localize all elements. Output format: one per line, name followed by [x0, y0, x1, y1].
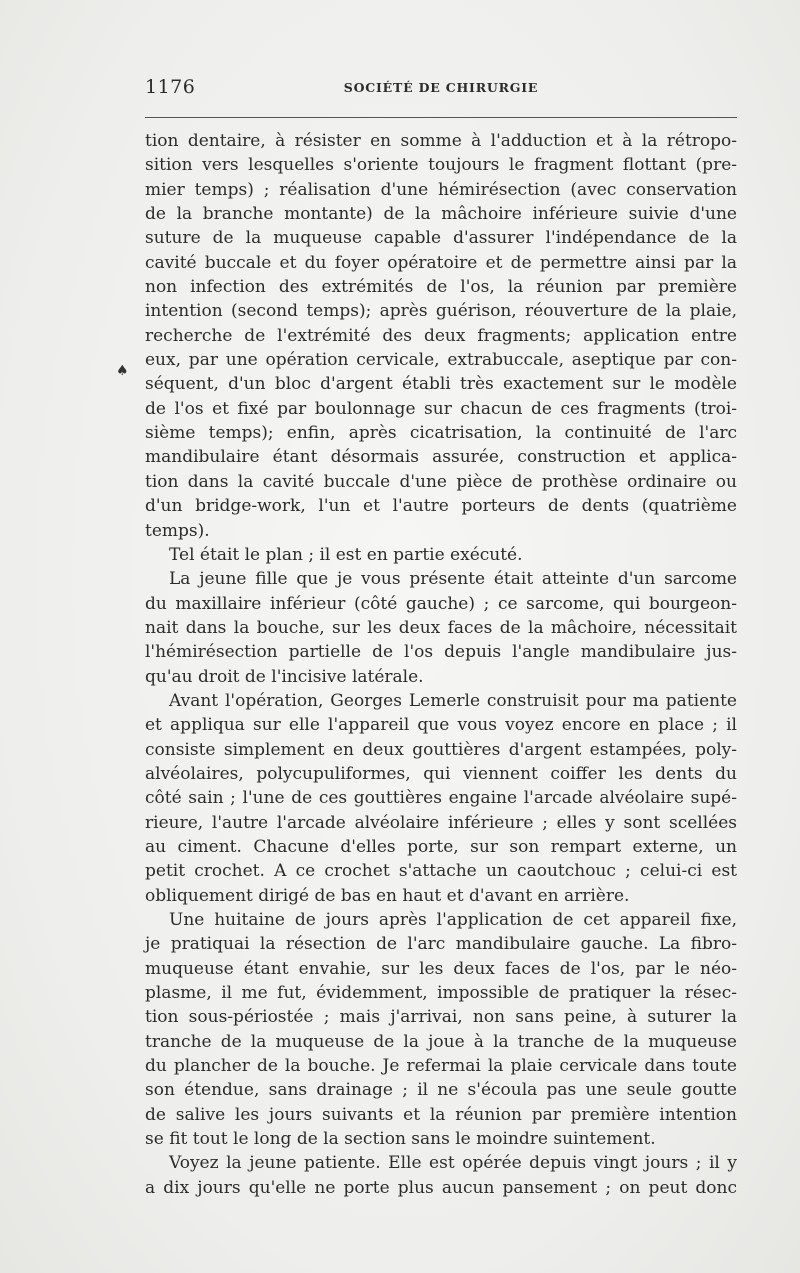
- text-line: qu'au droit de l'incisive latérale.: [145, 666, 424, 687]
- text-line: et appliqua sur elle l'appareil que vous voyez encore en place ; il: [145, 715, 737, 736]
- text-line: cavité buccale et du foyer opératoire et de permettre ainsi par la: [145, 252, 737, 273]
- header-rule: [145, 117, 737, 118]
- text-line: recherche de l'extrémité des deux fragments; application entre: [145, 325, 737, 346]
- text-line: de la branche montante) de la mâchoire inférieure suivie d'une: [145, 204, 737, 225]
- paragraph-start: Voyez la jeune patiente. Elle est opérée depuis vingt jours ; il y: [169, 1153, 737, 1174]
- text-line: tion sous-périostée ; mais j'arrivai, non sans peine, à suturer la: [145, 1007, 737, 1028]
- text-line: tranche de la muqueuse de la joue à la tranche de la muqueuse: [145, 1031, 737, 1052]
- text-line: sition vers lesquelles s'oriente toujours le fragment flottant (pre-: [145, 155, 737, 176]
- paragraph-start: La jeune fille que je vous présente était atteinte d'un sarcome: [169, 569, 737, 590]
- text-line: intention (second temps); après guérison, réouverture de la plaie,: [145, 301, 737, 322]
- text-line: son étendue, sans drainage ; il ne s'écoula pas une seule goutte: [145, 1080, 737, 1101]
- text-line: plasme, il me fut, évidemment, impossible de pratiquer la résec-: [145, 983, 737, 1004]
- text-line: se fit tout le long de la section sans le moindre suintement.: [145, 1129, 656, 1150]
- text-line: alvéolaires, polycupuliformes, qui viennent coiffer les dents du: [145, 763, 737, 784]
- text-line: suture de la muqueuse capable d'assurer l'indépendance de la: [145, 228, 737, 249]
- text-line: obliquement dirigé de bas en haut et d'avant en arrière.: [145, 885, 630, 906]
- text-line: consiste simplement en deux gouttières d'argent estampées, poly-: [145, 739, 737, 760]
- text-line: a dix jours qu'elle ne porte plus aucun pansement ; on peut donc: [145, 1177, 737, 1198]
- text-line: d'un bridge-work, l'un et l'autre porteurs de dents (quatrième: [145, 496, 737, 517]
- text-line: tion dentaire, à résister en somme à l'adduction et à la rétropo-: [145, 131, 737, 151]
- text-line: au ciment. Chacune d'elles porte, sur son rempart externe, un: [145, 836, 737, 857]
- text-line: du plancher de la bouche. Je refermai la plaie cervicale dans toute: [145, 1056, 737, 1077]
- paragraph-start: Avant l'opération, Georges Lemerle construisit pour ma patiente: [169, 690, 737, 711]
- text-line: mandibulaire étant désormais assurée, construction et applica-: [145, 447, 737, 468]
- paragraph-start: Tel était le plan ; il est en partie exécuté.: [169, 544, 523, 565]
- page-number: 1176: [145, 76, 196, 98]
- text-line: rieure, l'autre l'arcade alvéolaire inférieure ; elles y sont scellées: [145, 812, 737, 833]
- running-head: SOCIÉTÉ DE CHIRURGIE: [343, 80, 539, 95]
- text-line: nait dans la bouche, sur les deux faces de la mâchoire, nécessitait: [145, 617, 737, 638]
- text-line: côté sain ; l'une de ces gouttières engaine l'arcade alvéolaire supé-: [145, 788, 737, 809]
- margin-mark: ♠: [116, 363, 129, 379]
- text-line: petit crochet. A ce crochet s'attache un caoutchouc ; celui-ci est: [145, 861, 737, 882]
- text-line: l'hémirésection partielle de l'os depuis l'angle mandibulaire jus-: [145, 642, 737, 663]
- text-line: sième temps); enfin, après cicatrisation, la continuité de l'arc: [145, 423, 737, 444]
- text-line: eux, par une opération cervicale, extrabuccale, aseptique par con-: [145, 350, 737, 371]
- paragraph-start: Une huitaine de jours après l'application de cet appareil fixe,: [169, 910, 737, 930]
- text-line: mier temps) ; réalisation d'une hémirésection (avec conservation: [145, 179, 737, 200]
- text-line: de l'os et fixé par boulonnage sur chacun de ces fragments (troi-: [145, 398, 737, 419]
- text-line: de salive les jours suivants et la réunion par première intention: [145, 1104, 737, 1125]
- text-line: tion dans la cavité buccale d'une pièce de prothèse ordinaire ou: [145, 471, 737, 492]
- text-line: muqueuse étant envahie, sur les deux faces de l'os, par le néo-: [145, 958, 737, 979]
- body-text: [145, 129, 737, 1200]
- text-line: je pratiquai la résection de l'arc mandibulaire gauche. La fibro-: [145, 934, 737, 955]
- text-line: séquent, d'un bloc d'argent établi très exactement sur le modèle: [145, 374, 737, 395]
- text-line: non infection des extrémités de l'os, la réunion par première: [145, 277, 737, 298]
- text-line: du maxillaire inférieur (côté gauche) ; ce sarcome, qui bourgeon-: [145, 593, 737, 614]
- text-line: temps).: [145, 520, 210, 541]
- page-header: [145, 76, 737, 100]
